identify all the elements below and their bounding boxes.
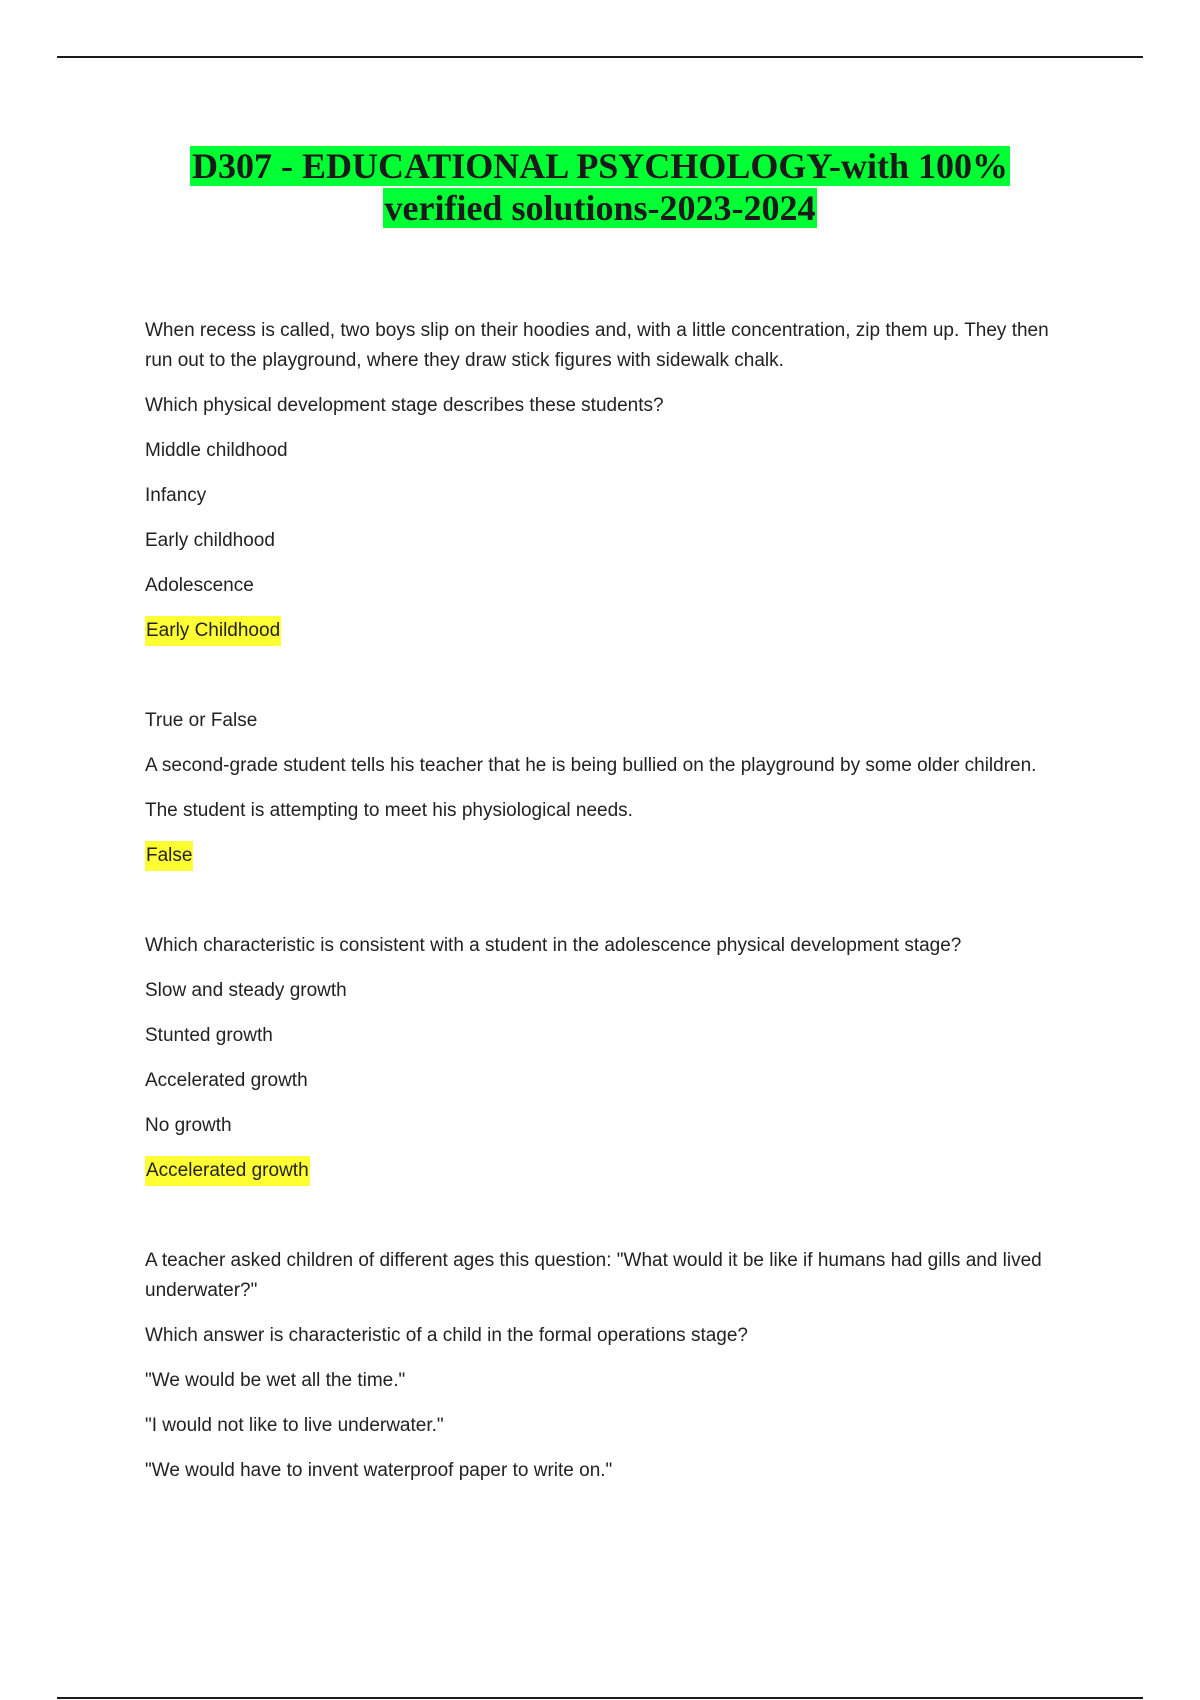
question-block — [145, 1246, 1065, 1486]
answer-option: Infancy — [145, 485, 207, 506]
question-prompt: Which characteristic is consistent with a student in the adolescence physical development stage? — [145, 935, 962, 956]
highlighted-answer: Early Childhood — [145, 616, 281, 646]
question-gap — [145, 886, 1065, 931]
question-prompt: A teacher asked children of different ages this question: "What would it be like if humans had gills and lived underwater?" — [145, 1250, 1042, 1301]
question-block — [145, 931, 1065, 1186]
answer-option: Middle childhood — [145, 440, 288, 461]
question-prompt: True or False — [145, 710, 258, 731]
question-list — [145, 316, 1065, 1501]
highlighted-answer: False — [145, 841, 193, 871]
question-prompt: A second-grade student tells his teacher that he is being bullied on the playground by some older children. — [145, 755, 1037, 776]
answer-option: Adolescence — [145, 575, 254, 596]
answer-option: Stunted growth — [145, 1025, 273, 1046]
top-rule — [57, 56, 1143, 58]
answer-option: Accelerated growth — [145, 1070, 308, 1091]
highlighted-answer: Accelerated growth — [145, 1156, 310, 1186]
answer-option: Early childhood — [145, 530, 275, 551]
question-block — [145, 316, 1065, 646]
answer-option: "We would have to invent waterproof paper to write on." — [145, 1460, 613, 1481]
title-line-2: verified solutions-2023-2024 — [384, 188, 816, 228]
question-prompt: When recess is called, two boys slip on their hoodies and, with a little concentration, zip them up. They then run out to the playground, where they draw stick figures with sidewalk chalk. — [145, 320, 1049, 371]
bottom-rule — [57, 1697, 1143, 1699]
answer-option: "We would be wet all the time." — [145, 1370, 406, 1391]
question-prompt: Which answer is characteristic of a child in the formal operations stage? — [145, 1325, 748, 1346]
question-gap — [145, 1201, 1065, 1246]
question-prompt: Which physical development stage describes these students? — [145, 395, 664, 416]
answer-option: No growth — [145, 1115, 232, 1136]
question-prompt: The student is attempting to meet his physiological needs. — [145, 800, 633, 821]
answer-option: "I would not like to live underwater." — [145, 1415, 444, 1436]
answer-option: Slow and steady growth — [145, 980, 347, 1001]
title-line-1: D307 - EDUCATIONAL PSYCHOLOGY-with 100% — [191, 146, 1009, 186]
document-title — [0, 145, 1200, 229]
question-block — [145, 706, 1065, 871]
question-gap — [145, 661, 1065, 706]
